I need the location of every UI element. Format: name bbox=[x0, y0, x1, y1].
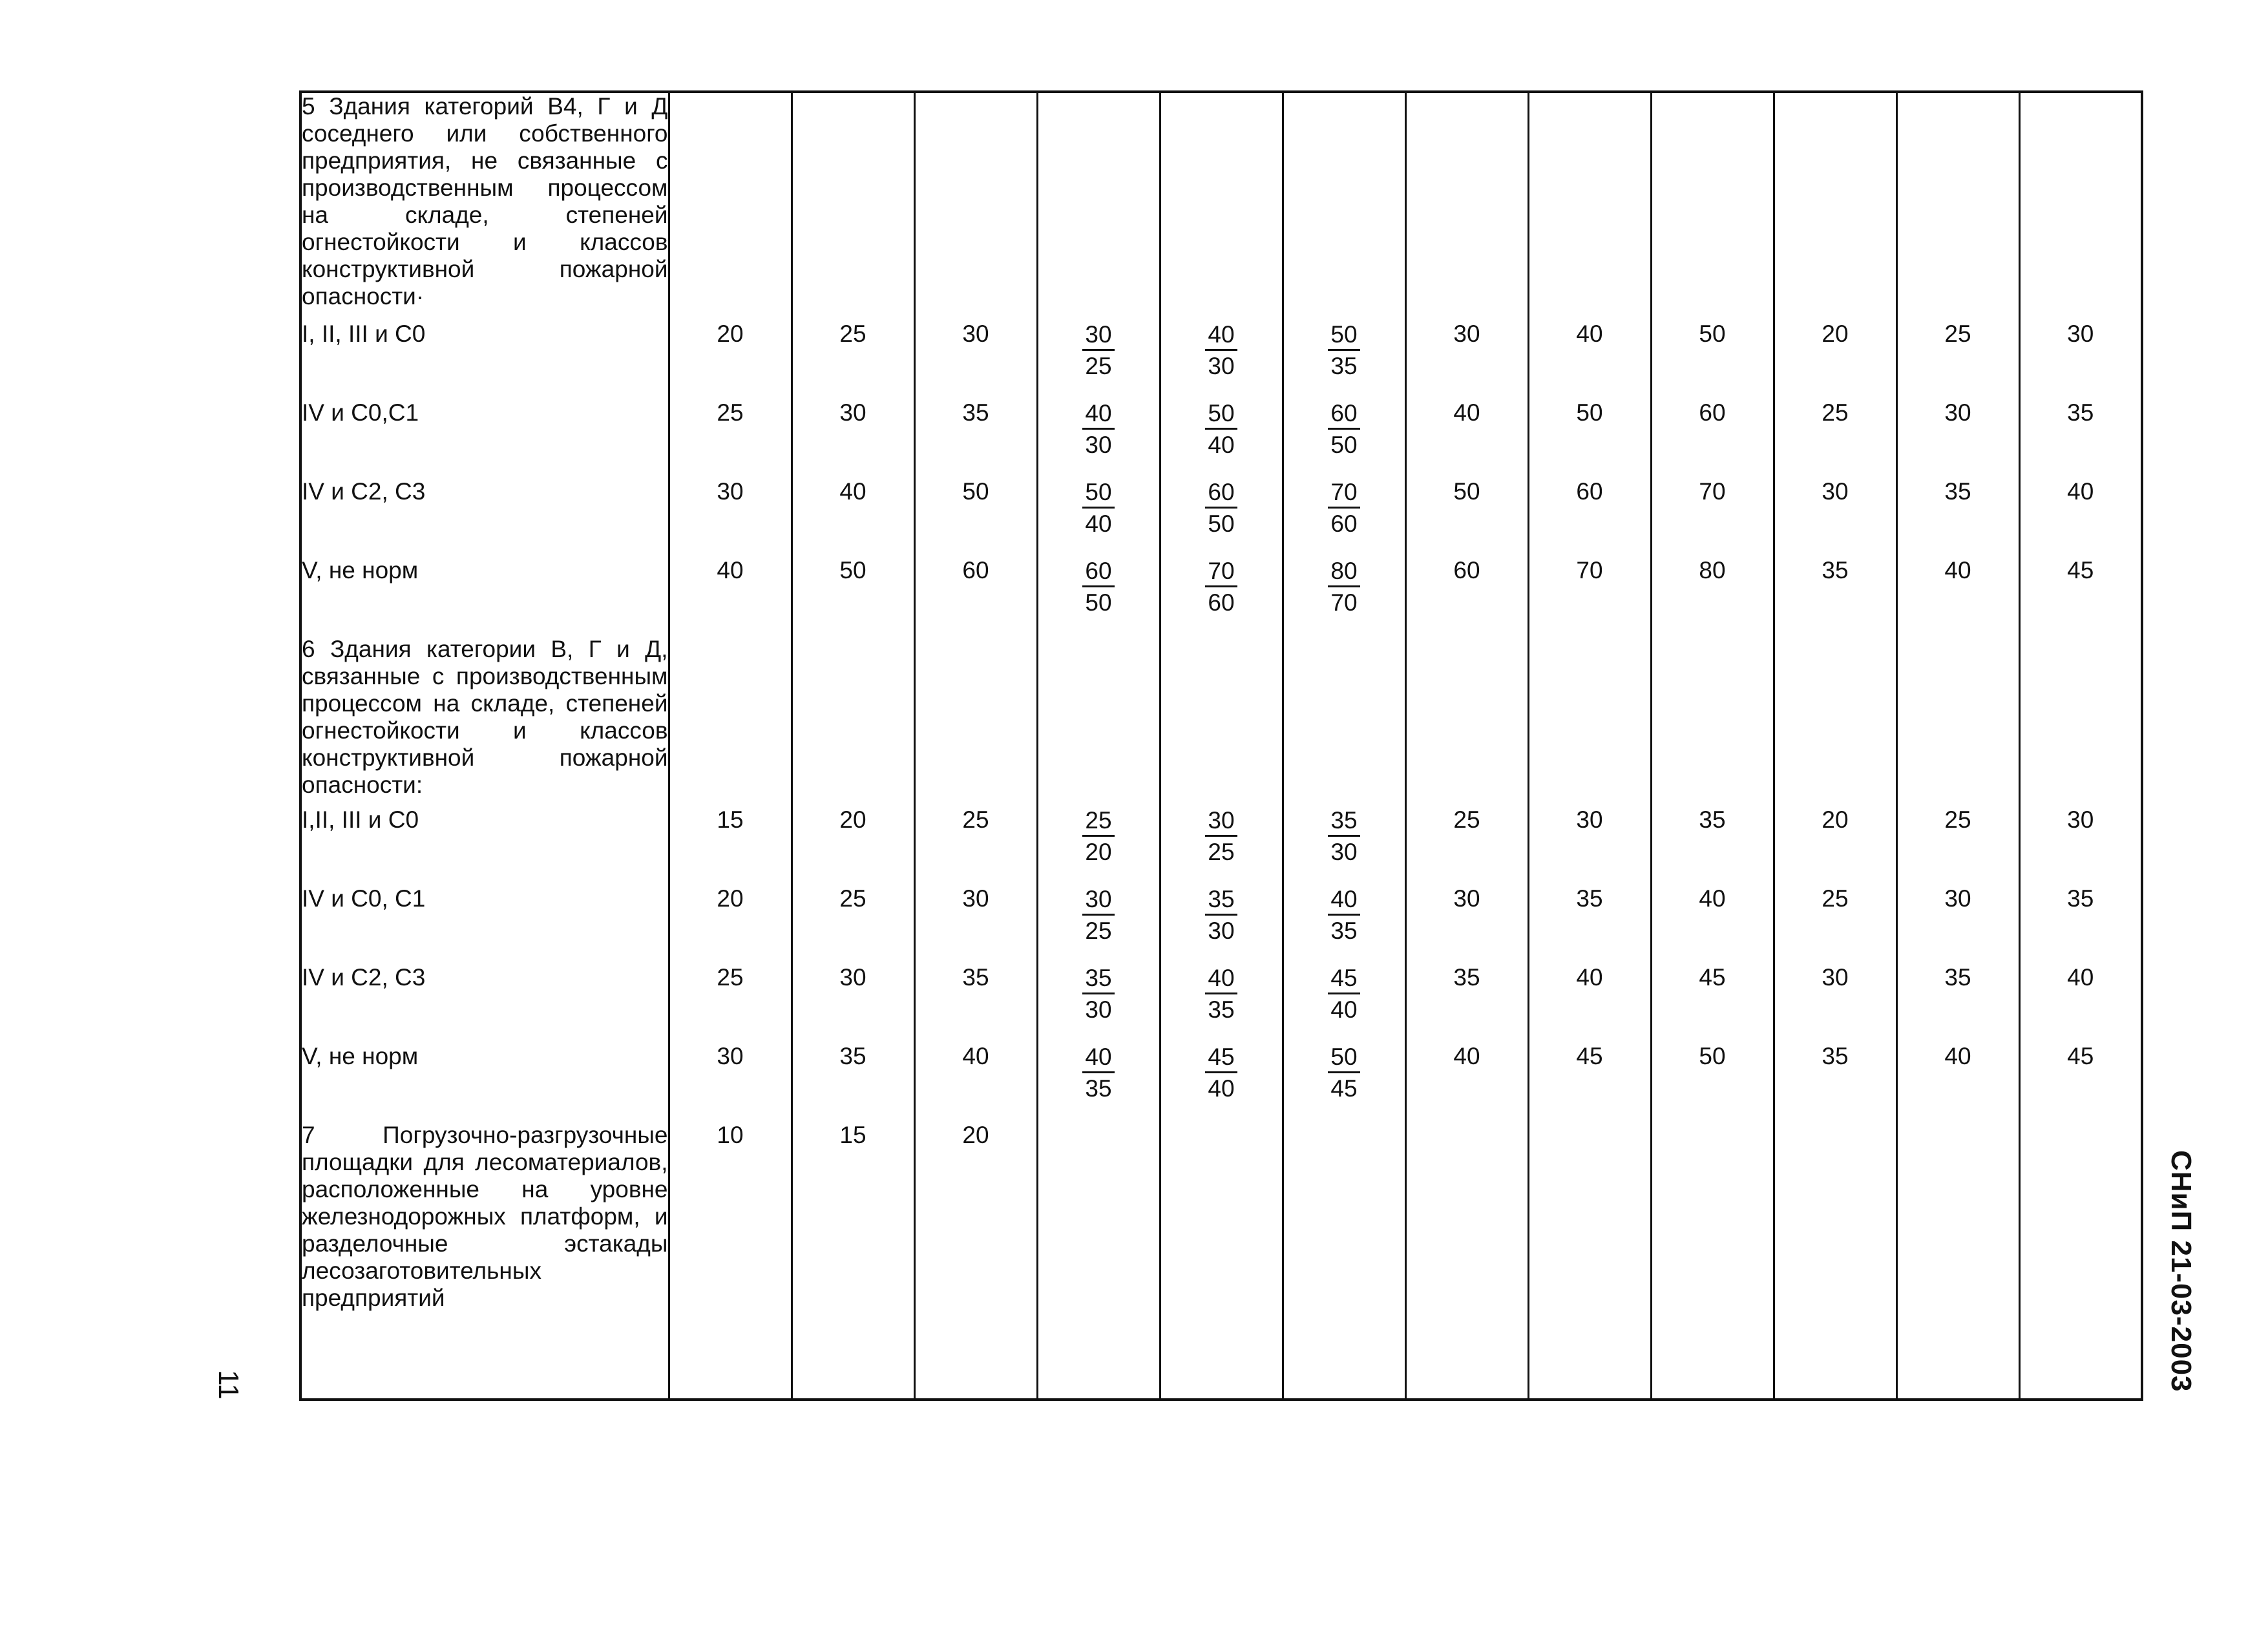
fraction-numerator: 30 bbox=[1082, 885, 1114, 916]
table-cell: 50 bbox=[1528, 399, 1651, 478]
fraction bbox=[1328, 806, 1360, 868]
row-label: V, не норм bbox=[300, 1043, 669, 1122]
table-cell: 25 bbox=[1774, 885, 1896, 964]
table-cell bbox=[1160, 636, 1283, 806]
table-cell: 30 bbox=[1405, 320, 1528, 399]
table-cell: 50 bbox=[792, 557, 914, 636]
fraction-denominator: 35 bbox=[1208, 996, 1235, 1024]
table-cell: 35 bbox=[914, 964, 1037, 1043]
fraction-numerator: 50 bbox=[1328, 320, 1360, 351]
fraction-cell bbox=[1283, 964, 1405, 1043]
table-cell bbox=[1528, 636, 1651, 806]
table-cell: 20 bbox=[914, 1122, 1037, 1321]
table-cell: 40 bbox=[1528, 964, 1651, 1043]
table-cell bbox=[669, 1321, 792, 1400]
table-cell bbox=[669, 92, 792, 320]
table-cell bbox=[1160, 1122, 1283, 1321]
fraction-cell bbox=[1037, 806, 1160, 885]
table-cell: 30 bbox=[669, 478, 792, 557]
fraction-denominator: 35 bbox=[1085, 1075, 1112, 1102]
fraction-denominator: 40 bbox=[1085, 510, 1112, 538]
table-row bbox=[300, 478, 2142, 557]
table-cell: 25 bbox=[1896, 320, 2019, 399]
table-cell bbox=[1283, 1122, 1405, 1321]
table-cell: 35 bbox=[1896, 478, 2019, 557]
table-cell: 15 bbox=[792, 1122, 914, 1321]
fraction-cell bbox=[1160, 557, 1283, 636]
fire-distance-table bbox=[299, 90, 2143, 1401]
table-cell: 30 bbox=[1528, 806, 1651, 885]
table-cell: 45 bbox=[1651, 964, 1774, 1043]
table-row bbox=[300, 636, 2142, 806]
row-label: IV и С0,С1 bbox=[300, 399, 669, 478]
fraction bbox=[1082, 320, 1114, 382]
fraction-denominator: 30 bbox=[1208, 353, 1235, 380]
table-cell bbox=[300, 1321, 669, 1400]
table-cell bbox=[2019, 1122, 2142, 1321]
fraction-numerator: 45 bbox=[1328, 964, 1360, 994]
table-cell bbox=[1283, 92, 1405, 320]
fraction-numerator: 25 bbox=[1082, 806, 1114, 837]
fraction-denominator: 50 bbox=[1330, 432, 1358, 459]
fraction-numerator: 45 bbox=[1205, 1043, 1237, 1073]
table-cell bbox=[669, 636, 792, 806]
table-cell: 40 bbox=[1405, 1043, 1528, 1122]
page-number: 11 bbox=[213, 1370, 244, 1400]
table-cell: 30 bbox=[1896, 885, 2019, 964]
table-cell bbox=[1896, 636, 2019, 806]
table-cell: 35 bbox=[1405, 964, 1528, 1043]
table-cell: 20 bbox=[1774, 806, 1896, 885]
table-cell: 60 bbox=[914, 557, 1037, 636]
fraction-denominator: 25 bbox=[1208, 839, 1235, 866]
table-cell bbox=[2019, 636, 2142, 806]
table-cell: 30 bbox=[1896, 399, 2019, 478]
fraction-denominator: 40 bbox=[1208, 1075, 1235, 1102]
table-cell bbox=[1037, 636, 1160, 806]
table-cell: 45 bbox=[2019, 557, 2142, 636]
fraction-numerator: 30 bbox=[1205, 806, 1237, 837]
fraction-cell bbox=[1160, 1043, 1283, 1122]
table-cell bbox=[1160, 1321, 1283, 1400]
table-cell bbox=[1405, 92, 1528, 320]
table-cell bbox=[914, 92, 1037, 320]
table-cell bbox=[2019, 92, 2142, 320]
table-cell bbox=[1528, 1122, 1651, 1321]
table-cell: 10 bbox=[669, 1122, 792, 1321]
fraction-denominator: 50 bbox=[1085, 589, 1112, 616]
table-cell bbox=[1896, 1321, 2019, 1400]
fraction bbox=[1328, 885, 1360, 947]
table-cell: 40 bbox=[1896, 557, 2019, 636]
table-cell: 25 bbox=[1896, 806, 2019, 885]
table-cell: 50 bbox=[1651, 320, 1774, 399]
table-cell: 50 bbox=[1405, 478, 1528, 557]
table-cell: 25 bbox=[669, 399, 792, 478]
fraction-denominator: 30 bbox=[1085, 996, 1112, 1024]
table-cell bbox=[1405, 1122, 1528, 1321]
fraction-numerator: 50 bbox=[1205, 399, 1237, 430]
table-cell: 35 bbox=[2019, 885, 2142, 964]
fraction-denominator: 25 bbox=[1085, 353, 1112, 380]
table-row bbox=[300, 1122, 2142, 1321]
fraction-denominator: 60 bbox=[1330, 510, 1358, 538]
table-cell: 25 bbox=[1774, 399, 1896, 478]
fraction-cell bbox=[1037, 478, 1160, 557]
table-cell: 30 bbox=[1405, 885, 1528, 964]
row-label: I,II, III и С0 bbox=[300, 806, 669, 885]
table-cell: 35 bbox=[1651, 806, 1774, 885]
table-cell bbox=[1651, 636, 1774, 806]
table-cell: 25 bbox=[792, 885, 914, 964]
row-label: IV и С2, С3 bbox=[300, 478, 669, 557]
table-cell bbox=[1405, 636, 1528, 806]
fraction-cell bbox=[1283, 1043, 1405, 1122]
table-cell bbox=[1528, 92, 1651, 320]
fraction-cell bbox=[1283, 806, 1405, 885]
fraction bbox=[1082, 478, 1114, 540]
table-cell bbox=[1774, 1122, 1896, 1321]
table-cell: 35 bbox=[1774, 557, 1896, 636]
table-cell: 35 bbox=[792, 1043, 914, 1122]
table-cell bbox=[1037, 1321, 1160, 1400]
table-body bbox=[300, 92, 2142, 1400]
table-cell bbox=[1283, 636, 1405, 806]
fraction bbox=[1205, 1043, 1237, 1104]
table-cell: 60 bbox=[1528, 478, 1651, 557]
table-cell bbox=[1160, 92, 1283, 320]
table-cell: 40 bbox=[1405, 399, 1528, 478]
fraction-denominator: 30 bbox=[1085, 432, 1112, 459]
fraction bbox=[1328, 964, 1360, 1025]
fraction-cell bbox=[1037, 320, 1160, 399]
table-cell: 45 bbox=[2019, 1043, 2142, 1122]
fraction bbox=[1082, 964, 1114, 1025]
table-cell: 70 bbox=[1651, 478, 1774, 557]
table-cell bbox=[1528, 1321, 1651, 1400]
fraction-numerator: 40 bbox=[1205, 320, 1237, 351]
table-cell: 40 bbox=[2019, 478, 2142, 557]
table-row bbox=[300, 320, 2142, 399]
fraction-cell bbox=[1283, 557, 1405, 636]
fraction-numerator: 60 bbox=[1328, 399, 1360, 430]
fraction bbox=[1205, 399, 1237, 461]
table-cell: 40 bbox=[1896, 1043, 2019, 1122]
table-cell: 30 bbox=[792, 964, 914, 1043]
fraction bbox=[1328, 478, 1360, 540]
fraction-numerator: 35 bbox=[1082, 964, 1114, 994]
fraction bbox=[1205, 885, 1237, 947]
table-cell: 40 bbox=[1651, 885, 1774, 964]
fraction bbox=[1082, 806, 1114, 868]
fraction-cell bbox=[1037, 399, 1160, 478]
fraction-cell bbox=[1037, 885, 1160, 964]
table-cell bbox=[914, 1321, 1037, 1400]
fraction-cell bbox=[1160, 478, 1283, 557]
table-cell bbox=[1651, 1122, 1774, 1321]
fraction-denominator: 70 bbox=[1330, 589, 1358, 616]
fraction bbox=[1205, 478, 1237, 540]
table-cell: 35 bbox=[1774, 1043, 1896, 1122]
table-cell bbox=[1774, 1321, 1896, 1400]
table-cell: 30 bbox=[914, 320, 1037, 399]
table-cell bbox=[914, 636, 1037, 806]
fraction-numerator: 50 bbox=[1082, 478, 1114, 509]
table-cell: 60 bbox=[1651, 399, 1774, 478]
fraction-numerator: 80 bbox=[1328, 557, 1360, 587]
fraction-cell bbox=[1160, 885, 1283, 964]
table-cell bbox=[2019, 1321, 2142, 1400]
table-cell: 80 bbox=[1651, 557, 1774, 636]
table-cell: 20 bbox=[669, 885, 792, 964]
fraction bbox=[1082, 557, 1114, 618]
fraction-numerator: 30 bbox=[1082, 320, 1114, 351]
table-cell bbox=[1651, 92, 1774, 320]
fraction bbox=[1082, 399, 1114, 461]
fraction-cell bbox=[1160, 806, 1283, 885]
section-heading: 5 Здания категорий В4, Г и Д соседнего или собственного предприятия, не связанные с производственным процессом на складе, степеней огнестойкости и классов конструктивной пожарной опасности· bbox=[300, 92, 669, 320]
table-cell: 20 bbox=[1774, 320, 1896, 399]
table-cell: 40 bbox=[792, 478, 914, 557]
fraction bbox=[1082, 1043, 1114, 1104]
table-cell bbox=[1774, 636, 1896, 806]
fraction bbox=[1205, 806, 1237, 868]
fraction-numerator: 50 bbox=[1328, 1043, 1360, 1073]
fraction-cell bbox=[1283, 478, 1405, 557]
row-label: IV и С0, С1 bbox=[300, 885, 669, 964]
fraction bbox=[1328, 399, 1360, 461]
table-cell bbox=[1037, 1122, 1160, 1321]
table-row bbox=[300, 806, 2142, 885]
fraction-denominator: 50 bbox=[1208, 510, 1235, 538]
table-cell: 25 bbox=[1405, 806, 1528, 885]
fraction-cell bbox=[1283, 320, 1405, 399]
table-cell: 30 bbox=[914, 885, 1037, 964]
fraction-denominator: 25 bbox=[1085, 918, 1112, 945]
section-heading: 7 Погрузочно-разгрузочные площадки для лесоматериалов, расположенные на уровне железнодорожных платформ, и разделочные эстакады лесозаготовительных предприятий bbox=[300, 1122, 669, 1321]
row-label: IV и С2, С3 bbox=[300, 964, 669, 1043]
fraction-denominator: 60 bbox=[1208, 589, 1235, 616]
fraction-denominator: 45 bbox=[1330, 1075, 1358, 1102]
table-cell: 20 bbox=[669, 320, 792, 399]
table-cell: 40 bbox=[1528, 320, 1651, 399]
table-cell bbox=[792, 92, 914, 320]
table-cell: 35 bbox=[1896, 964, 2019, 1043]
fraction-cell bbox=[1037, 1043, 1160, 1122]
fraction-numerator: 35 bbox=[1205, 885, 1237, 916]
fraction-numerator: 40 bbox=[1082, 399, 1114, 430]
fraction-cell bbox=[1160, 399, 1283, 478]
fraction-denominator: 30 bbox=[1330, 839, 1358, 866]
table-cell: 30 bbox=[1774, 964, 1896, 1043]
table-cell: 40 bbox=[2019, 964, 2142, 1043]
fraction-numerator: 60 bbox=[1205, 478, 1237, 509]
row-label: I, II, III и С0 bbox=[300, 320, 669, 399]
table-cell: 50 bbox=[1651, 1043, 1774, 1122]
table-cell: 40 bbox=[914, 1043, 1037, 1122]
table-cell: 25 bbox=[792, 320, 914, 399]
fraction bbox=[1205, 557, 1237, 618]
table-row bbox=[300, 92, 2142, 320]
fraction bbox=[1328, 320, 1360, 382]
table-row bbox=[300, 557, 2142, 636]
document-code: СНиП 21-03-2003 bbox=[2165, 1150, 2197, 1392]
fraction-denominator: 35 bbox=[1330, 918, 1358, 945]
fraction-denominator: 30 bbox=[1208, 918, 1235, 945]
table-cell: 30 bbox=[2019, 806, 2142, 885]
fraction-cell bbox=[1037, 964, 1160, 1043]
fraction-numerator: 70 bbox=[1328, 478, 1360, 509]
table-cell bbox=[792, 1321, 914, 1400]
fraction-numerator: 40 bbox=[1082, 1043, 1114, 1073]
table-cell: 35 bbox=[914, 399, 1037, 478]
table-cell: 20 bbox=[792, 806, 914, 885]
table-cell bbox=[1405, 1321, 1528, 1400]
table-row bbox=[300, 885, 2142, 964]
fraction-numerator: 70 bbox=[1205, 557, 1237, 587]
table-cell: 25 bbox=[669, 964, 792, 1043]
table-row bbox=[300, 1043, 2142, 1122]
fraction-cell bbox=[1160, 964, 1283, 1043]
table-row bbox=[300, 1321, 2142, 1400]
table-cell bbox=[1037, 92, 1160, 320]
fraction bbox=[1082, 885, 1114, 947]
fraction-numerator: 60 bbox=[1082, 557, 1114, 587]
table-cell bbox=[1896, 92, 2019, 320]
table-cell: 30 bbox=[1774, 478, 1896, 557]
table-cell bbox=[1651, 1321, 1774, 1400]
table-cell: 30 bbox=[669, 1043, 792, 1122]
fraction-numerator: 35 bbox=[1328, 806, 1360, 837]
table-row bbox=[300, 399, 2142, 478]
fraction-cell bbox=[1037, 557, 1160, 636]
table-cell: 40 bbox=[669, 557, 792, 636]
table-cell: 50 bbox=[914, 478, 1037, 557]
fraction-cell bbox=[1160, 320, 1283, 399]
table-cell: 30 bbox=[792, 399, 914, 478]
section-heading: 6 Здания категории В, Г и Д, связанные с производственным процессом на складе, степеней огнестойкости и классов конструктивной пожарной опасности: bbox=[300, 636, 669, 806]
table-cell: 45 bbox=[1528, 1043, 1651, 1122]
fraction-denominator: 40 bbox=[1330, 996, 1358, 1024]
fraction-denominator: 40 bbox=[1208, 432, 1235, 459]
table-cell bbox=[792, 636, 914, 806]
fraction-denominator: 20 bbox=[1085, 839, 1112, 866]
table-cell: 30 bbox=[2019, 320, 2142, 399]
table-cell: 70 bbox=[1528, 557, 1651, 636]
table-cell: 35 bbox=[1528, 885, 1651, 964]
table-row bbox=[300, 964, 2142, 1043]
fraction-cell bbox=[1283, 885, 1405, 964]
table-cell bbox=[1283, 1321, 1405, 1400]
table-cell bbox=[1774, 92, 1896, 320]
fraction bbox=[1328, 557, 1360, 618]
table-cell: 60 bbox=[1405, 557, 1528, 636]
row-label: V, не норм bbox=[300, 557, 669, 636]
table-cell: 15 bbox=[669, 806, 792, 885]
fraction-denominator: 35 bbox=[1330, 353, 1358, 380]
table-cell bbox=[1896, 1122, 2019, 1321]
fraction-numerator: 40 bbox=[1205, 964, 1237, 994]
table-cell: 25 bbox=[914, 806, 1037, 885]
fraction bbox=[1205, 964, 1237, 1025]
fraction-numerator: 40 bbox=[1328, 885, 1360, 916]
fraction bbox=[1205, 320, 1237, 382]
fraction-cell bbox=[1283, 399, 1405, 478]
fraction bbox=[1328, 1043, 1360, 1104]
table-cell: 35 bbox=[2019, 399, 2142, 478]
